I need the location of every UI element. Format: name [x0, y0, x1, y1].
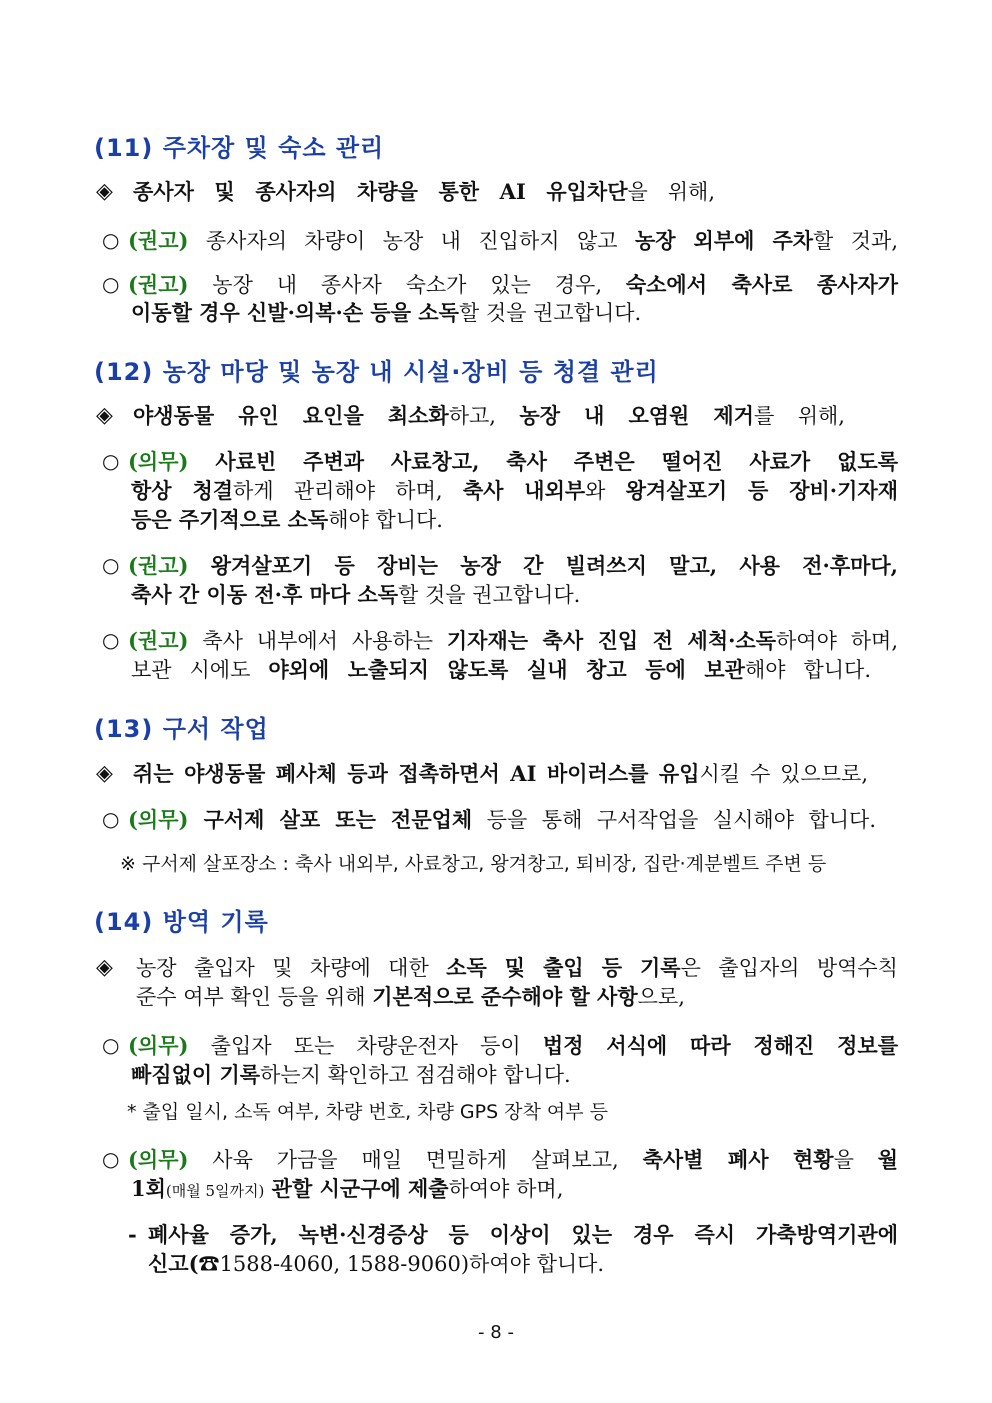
s12-item-1-line3: 등은 주기적으로 소독해야 합니다. [131, 507, 443, 532]
s11-item-1: (권고) 종사자의 차량이 농장 내 진입하지 않고 농장 외부에 주차할 것과, [128, 228, 898, 253]
s12-item-1-line1: (의무) 사료빈 주변과 사료창고, 축사 주변은 떨어진 사료가 없도록 [128, 449, 898, 474]
circle-bullet-icon: ○ [102, 553, 120, 577]
s11-intro: 종사자 및 종사자의 차량을 통한 AI 유입차단을 위해, [133, 179, 716, 204]
s14-star-note: * 출입 일시, 소독 여부, 차량 번호, 차량 GPS 장착 여부 등 [127, 1101, 609, 1123]
s12-item-3-line1: (권고) 축사 내부에서 사용하는 기자재는 축사 진입 전 세척·소독하여야 하며, [128, 628, 899, 653]
s13-intro: 쥐는 야생동물 폐사체 등과 접촉하면서 AI 바이러스를 유입시킬 수 있으므로, [133, 761, 868, 786]
dash-bullet: - [128, 1222, 137, 1247]
section-title-14: (14) 방역 기록 [94, 908, 269, 936]
s12-item-2-line1: (권고) 왕겨살포기 등 장비는 농장 간 빌려쓰지 말고, 사용 전·후마다, [128, 553, 898, 578]
circle-bullet-icon: ○ [102, 628, 120, 652]
s12-item-1-line2: 항상 청결하게 관리해야 하며, 축사 내외부와 왕겨살포기 등 장비·기자재 [131, 478, 898, 503]
s12-item-2-line2: 축사 간 이동 전·후 마다 소독할 것을 권고합니다. [131, 582, 581, 607]
s12-item-3-line2: 보관 시에도 야외에 노출되지 않도록 실내 창고 등에 보관해야 합니다. [131, 657, 872, 682]
s14-item-1-line2: 빠짐없이 기록하는지 확인하고 점검해야 합니다. [131, 1062, 571, 1087]
s14-dash-item-line2: 신고(☎1588-4060, 1588-9060)하여야 합니다. [148, 1251, 605, 1276]
s14-item-1-line1: (의무) 출입자 또는 차량운전자 등이 법정 서식에 따라 정해진 정보를 [128, 1033, 899, 1058]
s14-item-2-line1: (의무) 사육 가금을 매일 면밀하게 살펴보고, 축사별 폐사 현황을 월 [128, 1147, 899, 1172]
section-title-11: (11) 주차장 및 숙소 관리 [94, 134, 385, 162]
s13-item-1: (의무) 구서제 살포 또는 전문업체 등을 통해 구서작업을 실시해야 합니다. [128, 807, 876, 832]
diamond-bullet-icon: ◈ [96, 955, 113, 980]
s11-item-2-line2: 이동할 경우 신발·의복·손 등을 소독할 것을 권고합니다. [131, 300, 642, 325]
diamond-bullet-icon: ◈ [96, 761, 113, 786]
s14-intro-line1: 농장 출입자 및 차량에 대한 소독 및 출입 등 기록은 출입자의 방역수칙 [136, 955, 898, 980]
s13-note: ※ 구서제 살포장소 : 축사 내외부, 사료창고, 왕겨창고, 퇴비장, 집란·계분벨트 주변 등 [120, 853, 827, 875]
circle-bullet-icon: ○ [102, 807, 120, 831]
phone-icon: ☎ [198, 1252, 220, 1276]
circle-bullet-icon: ○ [102, 272, 120, 296]
s14-item-2-line2: 1회(매월 5일까지) 관할 시군구에 제출하여야 하며, [131, 1176, 564, 1201]
diamond-bullet-icon: ◈ [96, 403, 113, 428]
s12-intro: 야생동물 유인 요인을 최소화하고, 농장 내 오염원 제거를 위해, [133, 403, 845, 428]
page-number: - 8 - [478, 1322, 514, 1343]
s14-intro-line2: 준수 여부 확인 등을 위해 기본적으로 준수해야 할 사항으로, [136, 984, 685, 1009]
section-title-12: (12) 농장 마당 및 농장 내 시설·장비 등 청결 관리 [94, 358, 659, 386]
circle-bullet-icon: ○ [102, 449, 120, 473]
section-title-13: (13) 구서 작업 [94, 715, 269, 743]
s14-dash-item-line1: 폐사율 증가, 녹변·신경증상 등 이상이 있는 경우 즉시 가축방역기관에 [148, 1222, 898, 1247]
s11-item-2-line1: (권고) 농장 내 종사자 숙소가 있는 경우, 숙소에서 축사로 종사자가 [128, 272, 898, 297]
circle-bullet-icon: ○ [102, 1147, 120, 1171]
circle-bullet-icon: ○ [102, 228, 120, 252]
diamond-bullet-icon: ◈ [96, 179, 113, 204]
circle-bullet-icon: ○ [102, 1033, 120, 1057]
